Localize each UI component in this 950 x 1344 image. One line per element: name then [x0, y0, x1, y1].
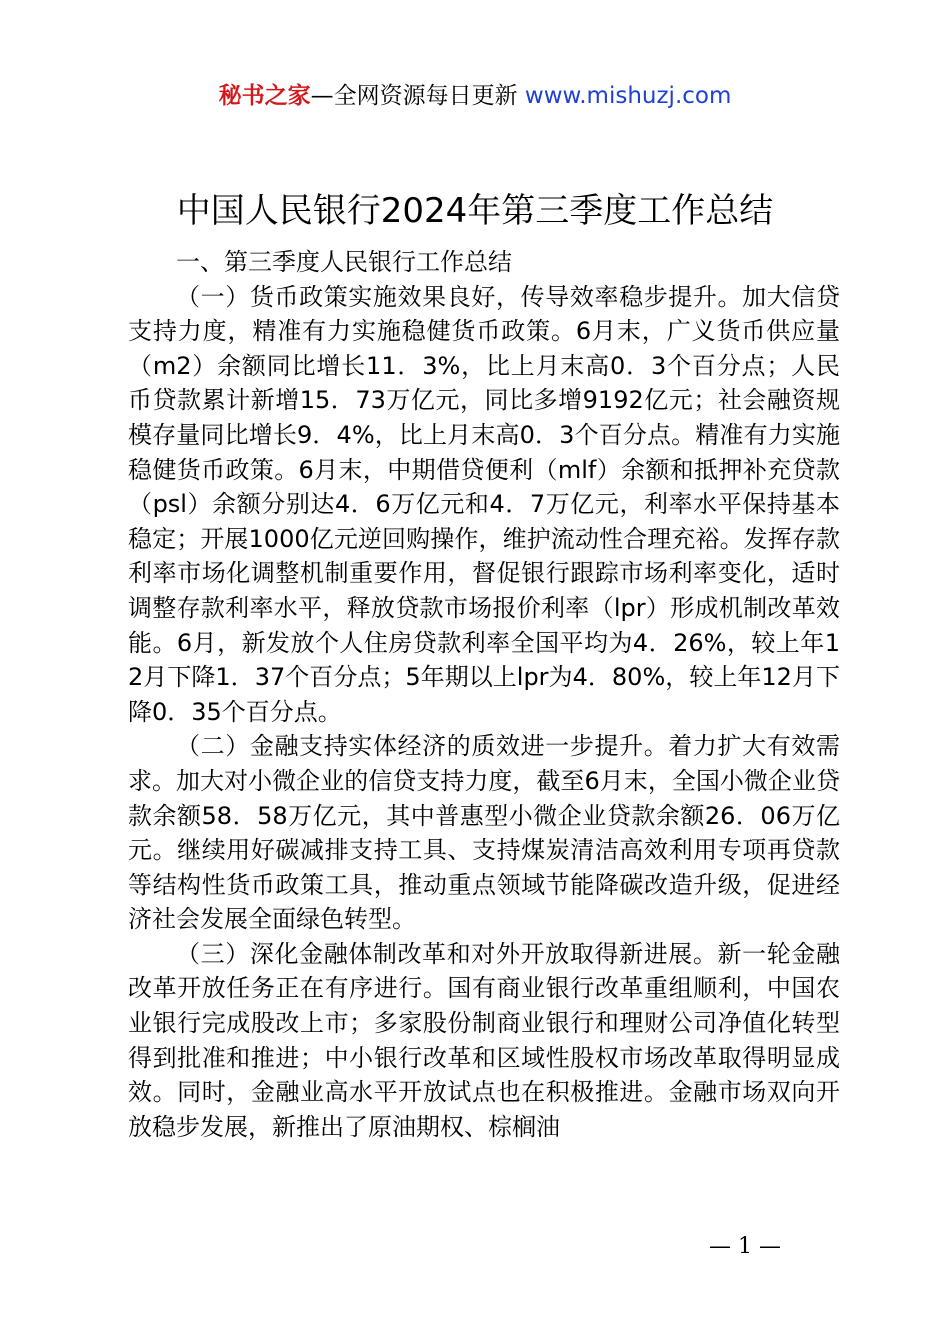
paragraph-1: （一）货币政策实施效果良好，传导效率稳步提升。加大信贷支持力度，精准有力实施稳健货币政策。6月末，广义货币供应量（m2）余额同比增长11．3%，比上月末高0．3个百分点；人民币贷款累计新增15．73万亿元，同比多增9192亿元；社会融资规模存量同比增长9．4%，比上月末高0．3个百分点。精准有力实施稳健货币政策。6月末，中期借贷便利（mlf）余额和抵押补充贷款（psl）余额分别达4．6万亿元和4．7万亿元，利率水平保持基本稳定；开展1000亿元逆回购操作，维护流动性合理充裕。发挥存款利率市场化调整机制重要作用，督促银行跟踪市场利率变化，适时调整存款利率水平，释放贷款市场报价利率（lpr）形成机制改革效能。6月，新发放个人住房贷款利率全国平均为4．26%，较上年12月下降1．37个百分点；5年期以上lpr为4．80%，较上年12月下降0．35个百分点。	[128, 282, 840, 726]
document-body	[128, 245, 840, 1144]
section-heading: 一、第三季度人民银行工作总结	[176, 248, 512, 276]
document-title: 中国人民银行2024年第三季度工作总结	[176, 191, 774, 231]
site-header	[0, 80, 950, 112]
site-tagline: —全网资源每日更新	[310, 83, 525, 109]
page-number: — 1 —	[709, 1234, 781, 1259]
site-brand: 秘书之家	[218, 83, 311, 109]
paragraph-2: （二）金融支持实体经济的质效进一步提升。着力扩大有效需求。加大对小微企业的信贷支持力度，截至6月末，全国小微企业贷款余额58．58万亿元，其中普惠型小微企业贷款余额26．06万亿元。继续用好碳减排支持工具、支持煤炭清洁高效利用专项再贷款等结构性货币政策工具，推动重点领域节能降碳改造升级，促进经济社会发展全面绿色转型。	[128, 732, 840, 934]
paragraph-3: （三）深化金融体制改革和对外开放取得新进展。新一轮金融改革开放任务正在有序进行。国有商业银行改革重组顺利，中国农业银行完成股改上市；多家股份制商业银行和理财公司净值化转型得到批准和推进；中小银行改革和区域性股权市场改革取得明显成效。同时，金融业高水平开放试点也在积极推进。金融市场双向开放稳步发展，新推出了原油期权、棕榈油	[128, 939, 840, 1141]
site-url-link[interactable]: www.mishuzj.com	[524, 83, 732, 109]
